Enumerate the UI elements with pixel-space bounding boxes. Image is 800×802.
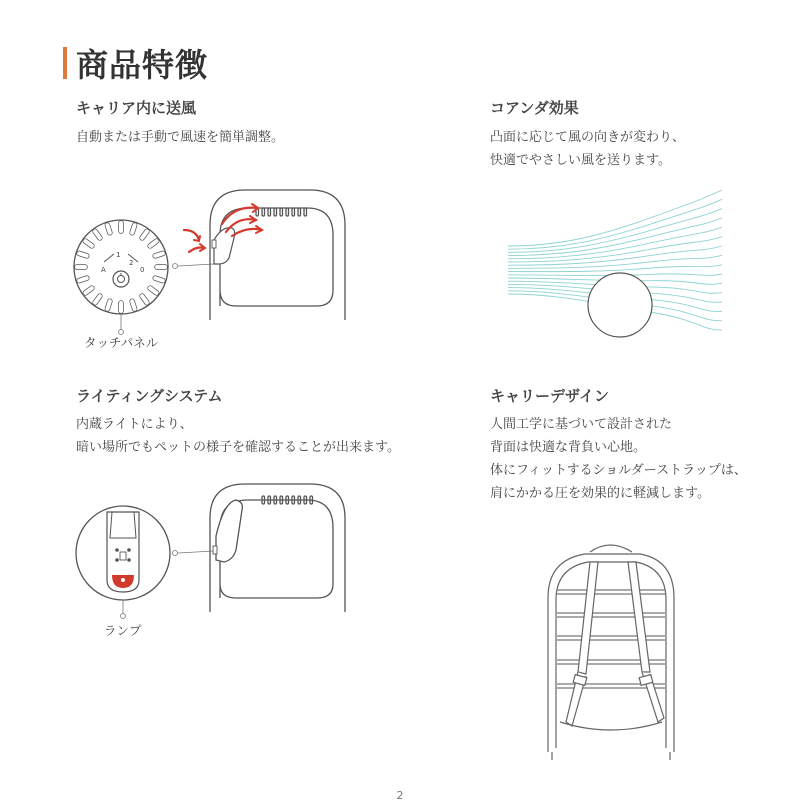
- desc-line: 快適でやさしい風を送ります。: [490, 153, 671, 168]
- section-title-carry: キャリーデザイン: [490, 387, 609, 405]
- desc-line: 暗い場所でもペットの様子を確認することが出来ます。: [76, 440, 400, 455]
- shoulder-strap-right: [628, 562, 664, 722]
- page-number: 2: [396, 789, 404, 802]
- waist-strap: [560, 722, 662, 730]
- desc-line: 内蔵ライトにより、: [76, 417, 193, 432]
- touch-panel-label: タッチパネル: [84, 335, 159, 350]
- desc-line: 背面は快適な背負い心地。: [490, 440, 647, 455]
- back-padding: [557, 590, 665, 688]
- section-title-ventilation: キャリア内に送風: [76, 99, 197, 117]
- dial-mark-0: 0: [140, 266, 145, 274]
- shoulder-strap-left: [566, 562, 598, 726]
- section-title-lighting: ライティングシステム: [76, 387, 223, 405]
- dial-mark-a: A: [101, 266, 106, 274]
- desc-line: 体にフィットするショルダーストラップは、: [490, 463, 747, 478]
- page-title: 商品特徴: [76, 46, 209, 84]
- desc-line: 凸面に応じて風の向きが変わり、: [490, 130, 686, 145]
- dial-mark-1: 1: [116, 251, 121, 259]
- desc-line: 人間工学に基づいて設計された: [490, 417, 673, 432]
- section-title-coanda: コアンダ効果: [490, 99, 579, 117]
- desc-line: 肩にかかる圧を効果的に軽減します。: [490, 486, 710, 501]
- top-handle: [590, 545, 632, 552]
- lamp-label: ランプ: [104, 623, 142, 638]
- dial-mark-2: 2: [129, 259, 134, 267]
- desc-line: 自動または手動で風速を簡単調整。: [76, 130, 285, 145]
